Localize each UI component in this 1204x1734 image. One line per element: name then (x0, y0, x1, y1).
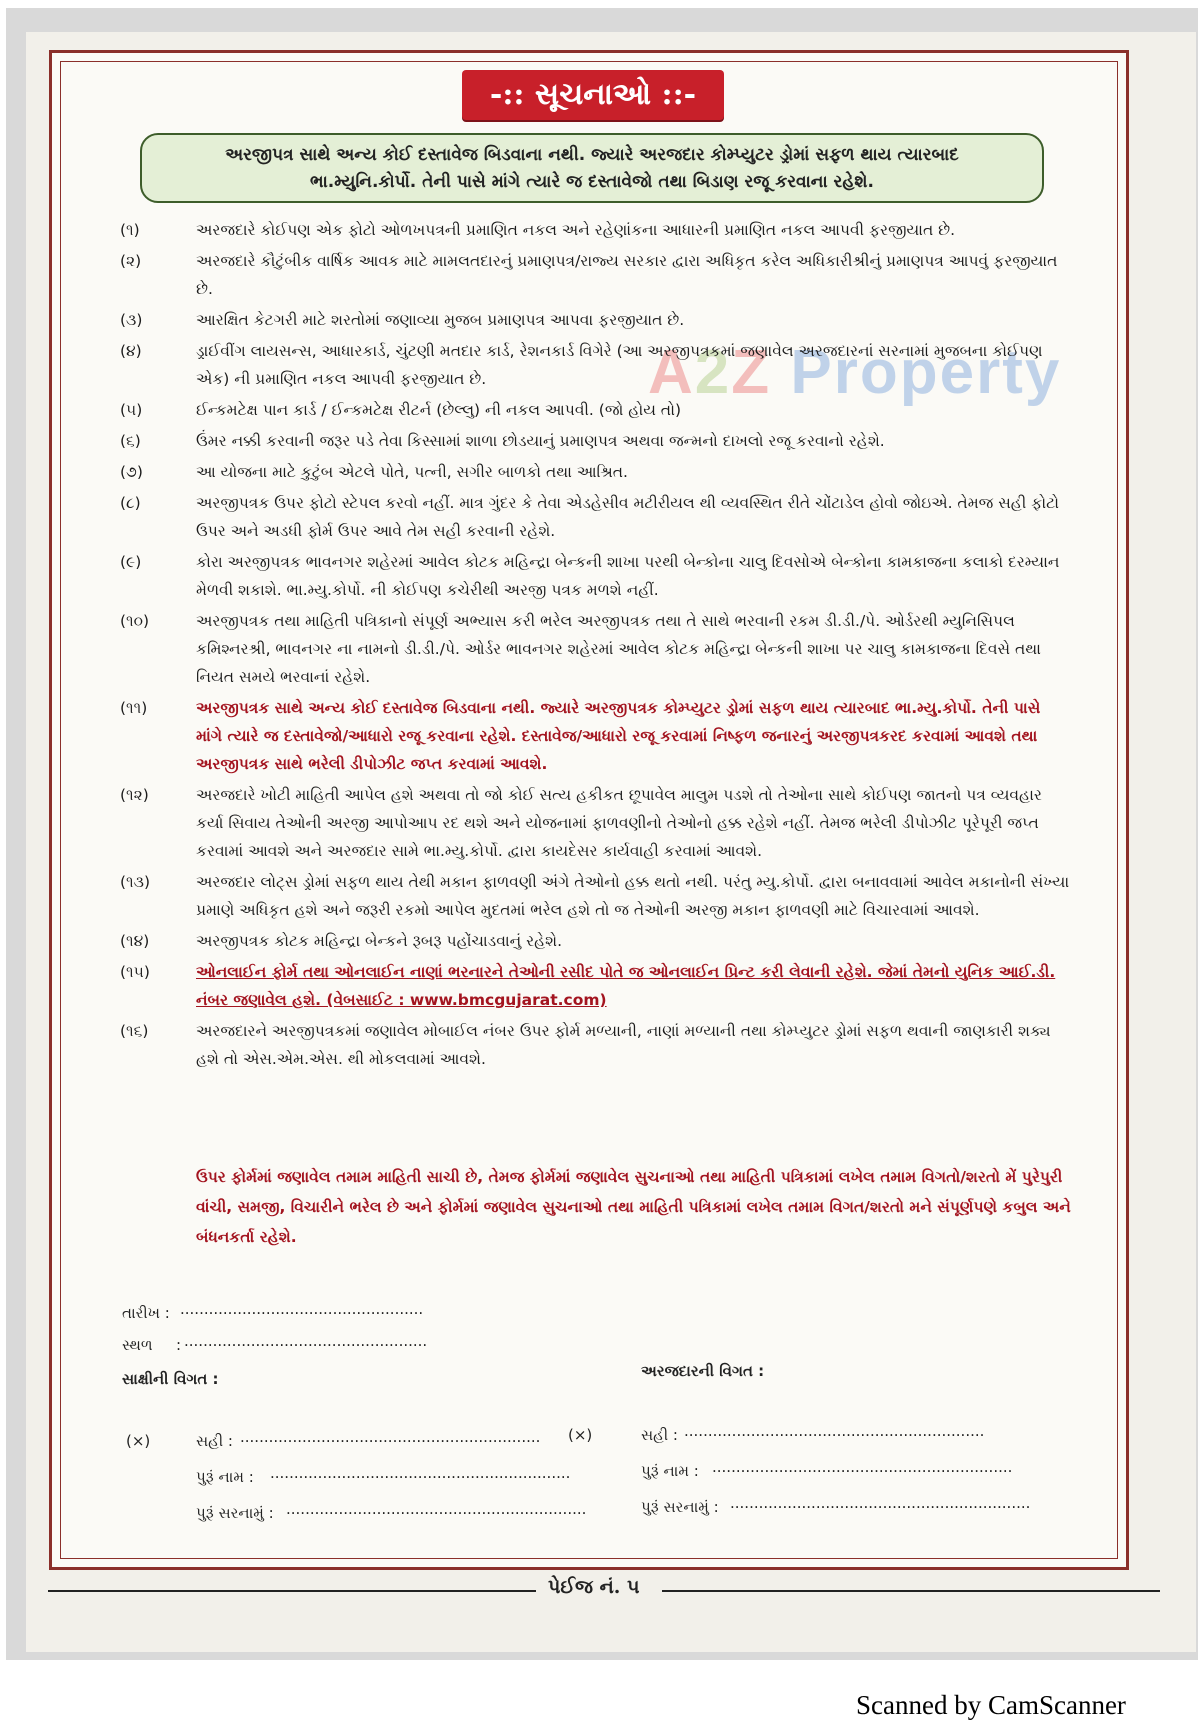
instruction-number: (૧૫) (120, 963, 150, 981)
instruction-number: (૧૬) (120, 1022, 149, 1040)
instruction-number: (૫) (120, 401, 143, 419)
place-label: સ્થળ (122, 1336, 153, 1354)
witness-details-title: સાક્ષીની વિગત : (122, 1370, 219, 1388)
notice-box (140, 133, 1044, 203)
instruction-item (120, 489, 1070, 545)
witness-address-label: પુરૂં સરનામું : (196, 1504, 274, 1522)
instruction-text: અરજદારને અરજીપત્રકમાં જણાવેલ મોબાઈલ નંબર ઉપર ફોર્મ મળ્યાની, નાણાં મળ્યાની તથા કોમ્પ્યુટર ડ્રોમાં સફળ થવાની જાણકારી શક્ય હશે તો એસ.એમ.એસ. થી મોકલવામાં આવશે. (196, 1022, 1051, 1068)
instruction-number: (૧) (120, 221, 140, 239)
instruction-number: (૧૨) (120, 786, 149, 804)
witness-sign-dots[interactable]: ............................................................... (240, 1428, 541, 1446)
applicant-details-title: અરજદારની વિગત : (641, 1362, 765, 1380)
instruction-text: ડ્રાઈવીંગ લાયસન્સ, આધારકાર્ડ, ચુંટણી મતદાર કાર્ડ, રેશનકાર્ડ વિગેરે (આ અરજીપત્રકમાં જણાવેલ અરજદારનાં સરનામાં મુજબના કોઈપણ એક) ની પ્રમાણિત નકલ આપવી ફરજીયાત છે. (196, 342, 1043, 388)
instruction-number: (૨) (120, 252, 142, 270)
instruction-text: ઈન્કમટેક્ષ પાન કાર્ડ / ઈન્કમટેક્ષ રીટર્ન (છેલ્લુ) ની નકલ આપવી. (જો હોય તો) (196, 401, 682, 419)
notice-line-1: અરજીપત્ર સાથે અન્ય કોઈ દસ્તાવેજ બિડવાના નથી. જ્યારે અરજદાર કોમ્પ્યુટર ડ્રોમાં સફળ થાય ત્યારબાદ (225, 145, 959, 165)
instruction-text: અરજદારે કોઈપણ એક ફોટો ઓળખપત્રની પ્રમાણિત નકલ અને રહેણાંકના આધારની પ્રમાણિત નકલ આપવી ફરજીયાત છે. (196, 221, 956, 239)
instruction-item (120, 781, 1070, 865)
applicant-mark: (×) (568, 1426, 593, 1444)
instruction-number: (૩) (120, 311, 143, 329)
witness-address-dots[interactable]: ............................................................... (286, 1500, 587, 1518)
instruction-text: અરજદારે ખોટી માહિતી આપેલ હશે અથવા તો જો કોઈ સત્ય હકીકત છૂપાવેલ માલુમ પડશે તો તેઓના સાથે કોઈપણ જાતનો પત્ર વ્યવહાર કર્યા સિવાય તેઓની અરજી આપોઆપ રદ થશે અને યોજનામાં ફાળવણીનો તેઓનો હક્ક રહેશે નહીં. તેમજ ભરેલી ડીપોઝીટ પૂરેપૂરી જપ્ત કરવામાં આવશે અને અરજદાર સામે ભા.મ્યુ.કોર્પો. દ્વારા કાયદેસર કાર્યવાહી કરવામાં આવશે. (196, 786, 1042, 860)
instruction-number: (૪) (120, 342, 142, 360)
instruction-text: ઉંમર નક્કી કરવાની જરૂર પડે તેવા કિસ્સામાં શાળા છોડયાનું પ્રમાણપત્ર અથવા જન્મનો દાખલો રજૂ કરવાનો રહેશે. (196, 432, 885, 450)
instruction-number: (૯) (120, 553, 142, 571)
date-dots[interactable]: ................................................... (180, 1300, 424, 1318)
instruction-item (120, 337, 1070, 393)
instruction-number: (૮) (120, 494, 141, 512)
instruction-number: (૧૩) (120, 873, 151, 891)
instruction-item (120, 247, 1070, 303)
instruction-item (120, 607, 1070, 691)
witness-sign-label: સહી : (196, 1432, 233, 1450)
notice-line-2: ભા.મ્યુનિ.કોર્પો. તેની પાસે માંગે ત્યારે જ દસ્તાવેજો તથા બિડાણ રજૂ કરવાના રહેશે. (309, 172, 874, 192)
instruction-number: (૧૪) (120, 932, 150, 950)
instructions-heading: -:: સૂચનાઓ ::- (462, 70, 724, 120)
witness-name-label: પુરૂં નામ : (196, 1468, 254, 1486)
instruction-text: અરજીપત્રક કોટક મહિન્દ્રા બેન્કને રૂબરૂ પહોંચાડવાનું રહેશે. (196, 932, 563, 950)
instruction-text: ઓનલાઈન ફોર્મ તથા ઓનલાઈન નાણાં ભરનારને તેઓની રસીદ પોતે જ ઓનલાઈન પ્રિન્ટ કરી લેવાની રહેશે. જેમાં તેમનો યુનિક આઈ.ડી. નંબર જણાવેલ હશે. (વેબસાઈટ : www.bmcgujarat.com) (196, 963, 1056, 1009)
footer-rule-right (662, 1590, 1160, 1592)
instruction-item (120, 958, 1070, 1014)
page-number: પેઈજ નં. ૫ (548, 1576, 640, 1598)
date-label: તારીખ : (122, 1304, 170, 1322)
instruction-item (120, 868, 1070, 924)
footer-rule-left (48, 1590, 536, 1592)
instruction-item (120, 458, 1070, 486)
witness-mark: (×) (126, 1432, 151, 1450)
instruction-item (120, 927, 1070, 955)
camscanner-credit: Scanned by CamScanner (856, 1690, 1126, 1720)
instruction-number: (૭) (120, 463, 143, 481)
instruction-item (120, 694, 1070, 778)
applicant-address-label: પુરૂં સરનામું : (641, 1498, 719, 1516)
place-colon: : (176, 1336, 182, 1354)
applicant-name-dots[interactable]: ............................................................... (712, 1458, 1013, 1476)
instruction-item (120, 216, 1070, 244)
instruction-item (120, 427, 1070, 455)
instruction-list (120, 216, 1070, 1076)
instruction-item (120, 306, 1070, 334)
declaration-text: ઉપર ફોર્મમાં જણાવેલ તમામ માહિતી સાચી છે, તેમજ ફોર્મમાં જણાવેલ સુચનાઓ તથા માહિતી પત્રિકામાં લખેલ તમામ વિગતો/શરતો મેં પુરેપુરી વાંચી, સમજી, વિચારીને ભરેલ છે અને ફોર્મમાં જણાવેલ સુચનાઓ તથા માહિતી પત્રિકામાં લખેલ તમામ વિગત/શરતો મને સંપૂર્ણપણે કબુલ અને બંધનકર્તા રહેશે. (196, 1168, 1071, 1246)
instruction-text: અરજદાર લોટ્સ ડ્રોમાં સફળ થાય તેથી મકાન ફાળવણી અંગે તેઓનો હક્ક થતો નથી. પરંતુ મ્યુ.કોર્પો. દ્વારા બનાવવામાં આવેલ મકાનોની સંખ્યા પ્રમાણે અધિકૃત હશે અને જરૂરી રકમો આપેલ મુદતમાં ભરેલ હશે તો જ તેઓની અરજી મકાન ફાળવણી માટે વિચારવામાં આવશે. (196, 873, 1070, 919)
applicant-address-dots[interactable]: ............................................................... (730, 1494, 1031, 1512)
instruction-text: કોરા અરજીપત્રક ભાવનગર શહેરમાં આવેલ કોટક મહિન્દ્રા બેન્કની શાખા પરથી બેન્કોના ચાલુ દિવસોએ બેન્કોના કામકાજના કલાકો દરમ્યાન મેળવી શકાશે. ભા.મ્યુ.કોર્પો. ની કોઈપણ કચેરીથી અરજી પત્રક મળશે નહીં. (196, 553, 1060, 599)
instruction-text: અરજીપત્રક ઉપર ફોટો સ્ટેપલ કરવો નહીં. માત્ર ગુંદર કે તેવા એડહેસીવ મટીરીયલ થી વ્યવસ્થિત રીતે ચોંટાડેલ હોવો જોઇએ. તેમજ સહી ફોટો ઉપર અને અડધી ફોર્મ ઉપર આવે તેમ સહી કરવાની રહેશે. (196, 494, 1060, 540)
watermark-property: Property (790, 338, 1062, 407)
instruction-item (120, 1017, 1070, 1073)
watermark-letter-2: 2 (694, 338, 732, 407)
watermark-letter-z: Z (731, 338, 772, 407)
witness-name-dots[interactable]: ............................................................... (270, 1464, 571, 1482)
applicant-sign-label: સહી : (641, 1426, 678, 1444)
instruction-text: આ યોજના માટે કુટુંબ એટલે પોતે, પત્ની, સગીર બાળકો તથા આશ્રિત. (196, 463, 628, 481)
instruction-number: (૬) (120, 432, 141, 450)
instruction-item (120, 396, 1070, 424)
watermark-letter-a: A (648, 338, 695, 407)
applicant-sign-dots[interactable]: ............................................................... (684, 1422, 985, 1440)
applicant-name-label: પુરૂં નામ : (641, 1462, 699, 1480)
instruction-text: આરક્ષિત કેટગરી માટે શરતોમાં જણાવ્યા મુજબ પ્રમાણપત્ર આપવા ફરજીયાત છે. (196, 311, 685, 329)
instruction-number: (૧૧) (120, 699, 148, 717)
instruction-text: અરજદારે કૌટુંબીક વાર્ષિક આવક માટે મામલતદારનું પ્રમાણપત્ર/રાજ્ય સરકાર દ્વારા અધિકૃત કરેલ અધિકારીશ્રીનું પ્રમાણપત્ર આપવું ફરજીયાત છે. (196, 252, 1058, 298)
instruction-text: અરજીપત્રક સાથે અન્ય કોઈ દસ્તાવેજ બિડવાના નથી. જ્યારે અરજીપત્રક કોમ્પ્યુટર ડ્રોમાં સફળ થાય ત્યારબાદ ભા.મ્યુ.કોર્પો. તેની પાસે માંગે ત્યારે જ દસ્તાવેજો/આધારો રજૂ કરવાના રહેશે. દસ્તાવેજ/આધારો રજૂ કરવામાં નિષ્ફળ જનારનું અરજીપત્રકરદ કરવામાં આવશે તથા અરજીપત્રક સાથે ભરેલી ડીપોઝીટ જપ્ત કરવામાં આવશે. (196, 699, 1041, 773)
instruction-text: અરજીપત્રક તથા માહિતી પત્રિકાનો સંપૂર્ણ અભ્યાસ કરી ભરેલ અરજીપત્રક તથા તે સાથે ભરવાની રકમ ડી.ડી./પે. ઓર્ડરથી મ્યુનિસિપલ કમિશ્નરશ્રી, ભાવનગર ના નામનો ડી.ડી./પે. ઓર્ડર ભાવનગર શહેરમાં આવેલ કોટક મહિન્દ્રા બેન્કની શાખા પર ચાલુ કામકાજના દિવસે તથા નિયત સમયે ભરવાનાં રહેશે. (196, 612, 1041, 686)
instruction-number: (૧૦) (120, 612, 150, 630)
instruction-item (120, 548, 1070, 604)
place-dots[interactable]: ................................................... (184, 1332, 428, 1350)
